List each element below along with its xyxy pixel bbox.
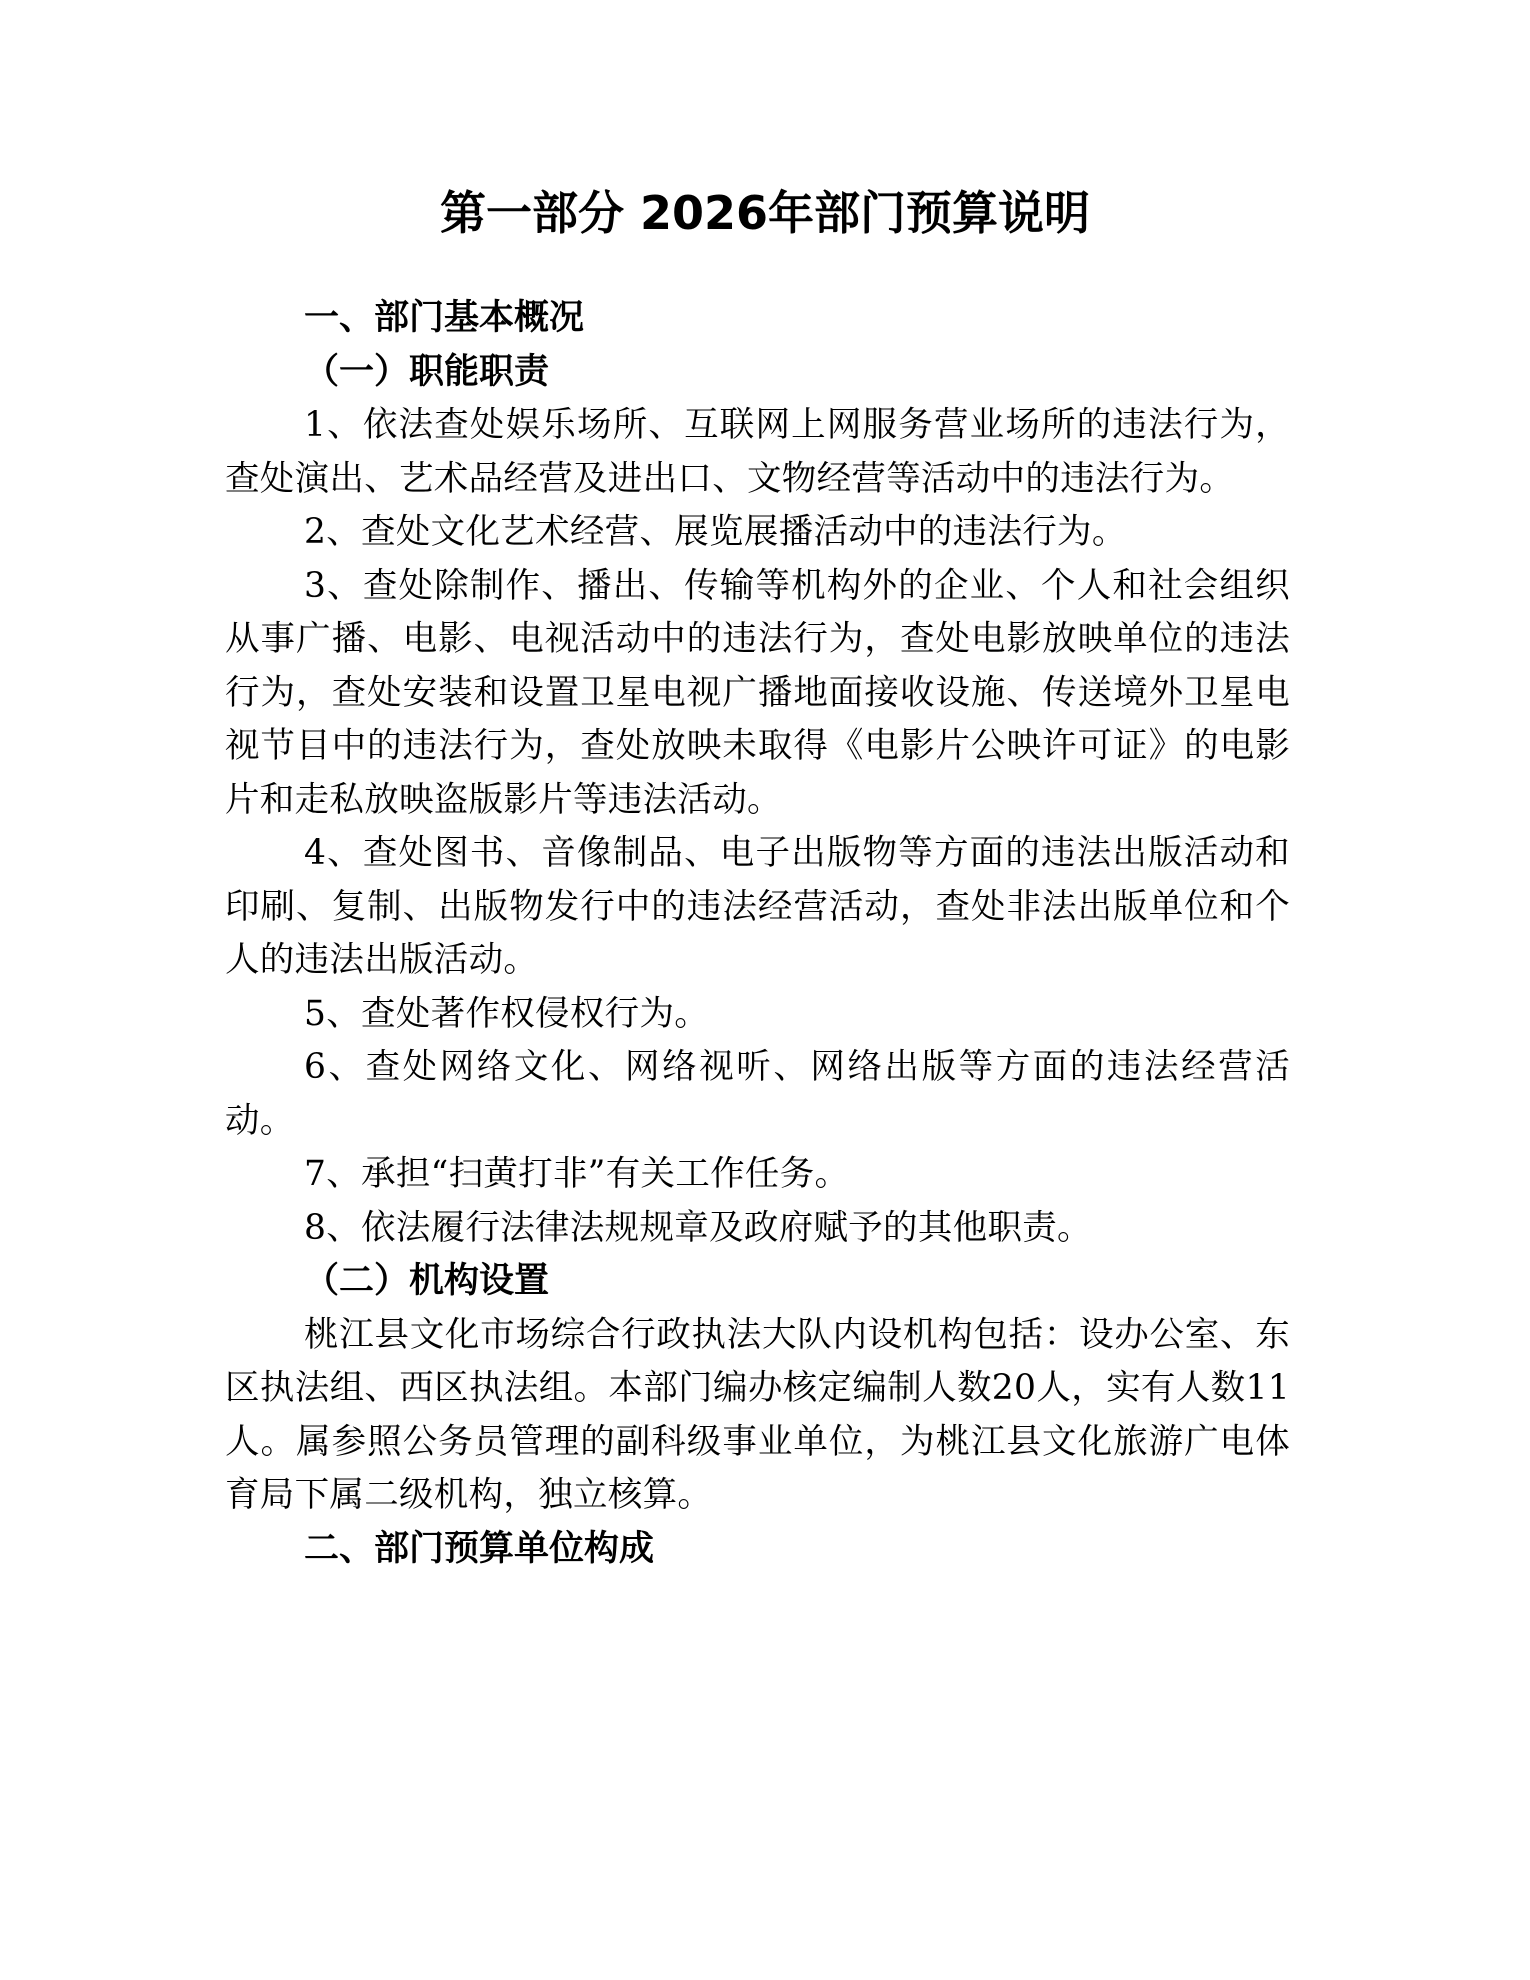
document-body: [225, 292, 1290, 1576]
subsection-heading-functions: （一）职能职责: [304, 351, 550, 392]
section-heading-basic-overview: 一、部门基本概况: [304, 298, 585, 338]
function-item-1: 1、依法查处娱乐场所、互联网上网服务营业场所的违法行为，查处演出、艺术品经营及进出口、文物经营等活动中的违法行为。: [225, 405, 1290, 499]
function-item-7: 7、承担“扫黄打非”有关工作任务。: [304, 1154, 850, 1194]
function-item-5: 5、查处著作权侵权行为。: [304, 993, 710, 1034]
organization-paragraph: 桃江县文化市场综合行政执法大队内设机构包括：设办公室、东区执法组、西区执法组。本部门编办核定编制人数20人，实有人数11人。属参照公务员管理的副科级事业单位，为桃江县文化旅游广电体育局下属二级机构，独立核算。: [225, 1314, 1290, 1515]
section-heading-budget-units: 二、部门预算单位构成: [304, 1528, 655, 1569]
page-title: 第一部分 2026年部门预算说明: [439, 186, 1091, 240]
function-item-4: 4、查处图书、音像制品、电子出版物等方面的违法出版活动和印刷、复制、出版物发行中的违法经营活动，查处非法出版单位和个人的违法出版活动。: [225, 833, 1290, 980]
function-item-2: 2、查处文化艺术经营、展览展播活动中的违法行为。: [304, 512, 1127, 552]
subsection-heading-organization: （二）机构设置: [304, 1261, 550, 1301]
function-item-6: 6、查处网络文化、网络视听、网络出版等方面的违法经营活动。: [225, 1047, 1290, 1141]
function-item-8: 8、依法履行法律法规规章及政府赋予的其他职责。: [304, 1207, 1092, 1248]
function-item-3: 3、查处除制作、播出、传输等机构外的企业、个人和社会组织从事广播、电影、电视活动中的违法行为，查处电影放映单位的违法行为，查处安装和设置卫星电视广播地面接收设施、传送境外卫星电视节目中的违法行为，查处放映未取得《电影片公映许可证》的电影片和走私放映盗版影片等违法活动。: [225, 565, 1290, 820]
